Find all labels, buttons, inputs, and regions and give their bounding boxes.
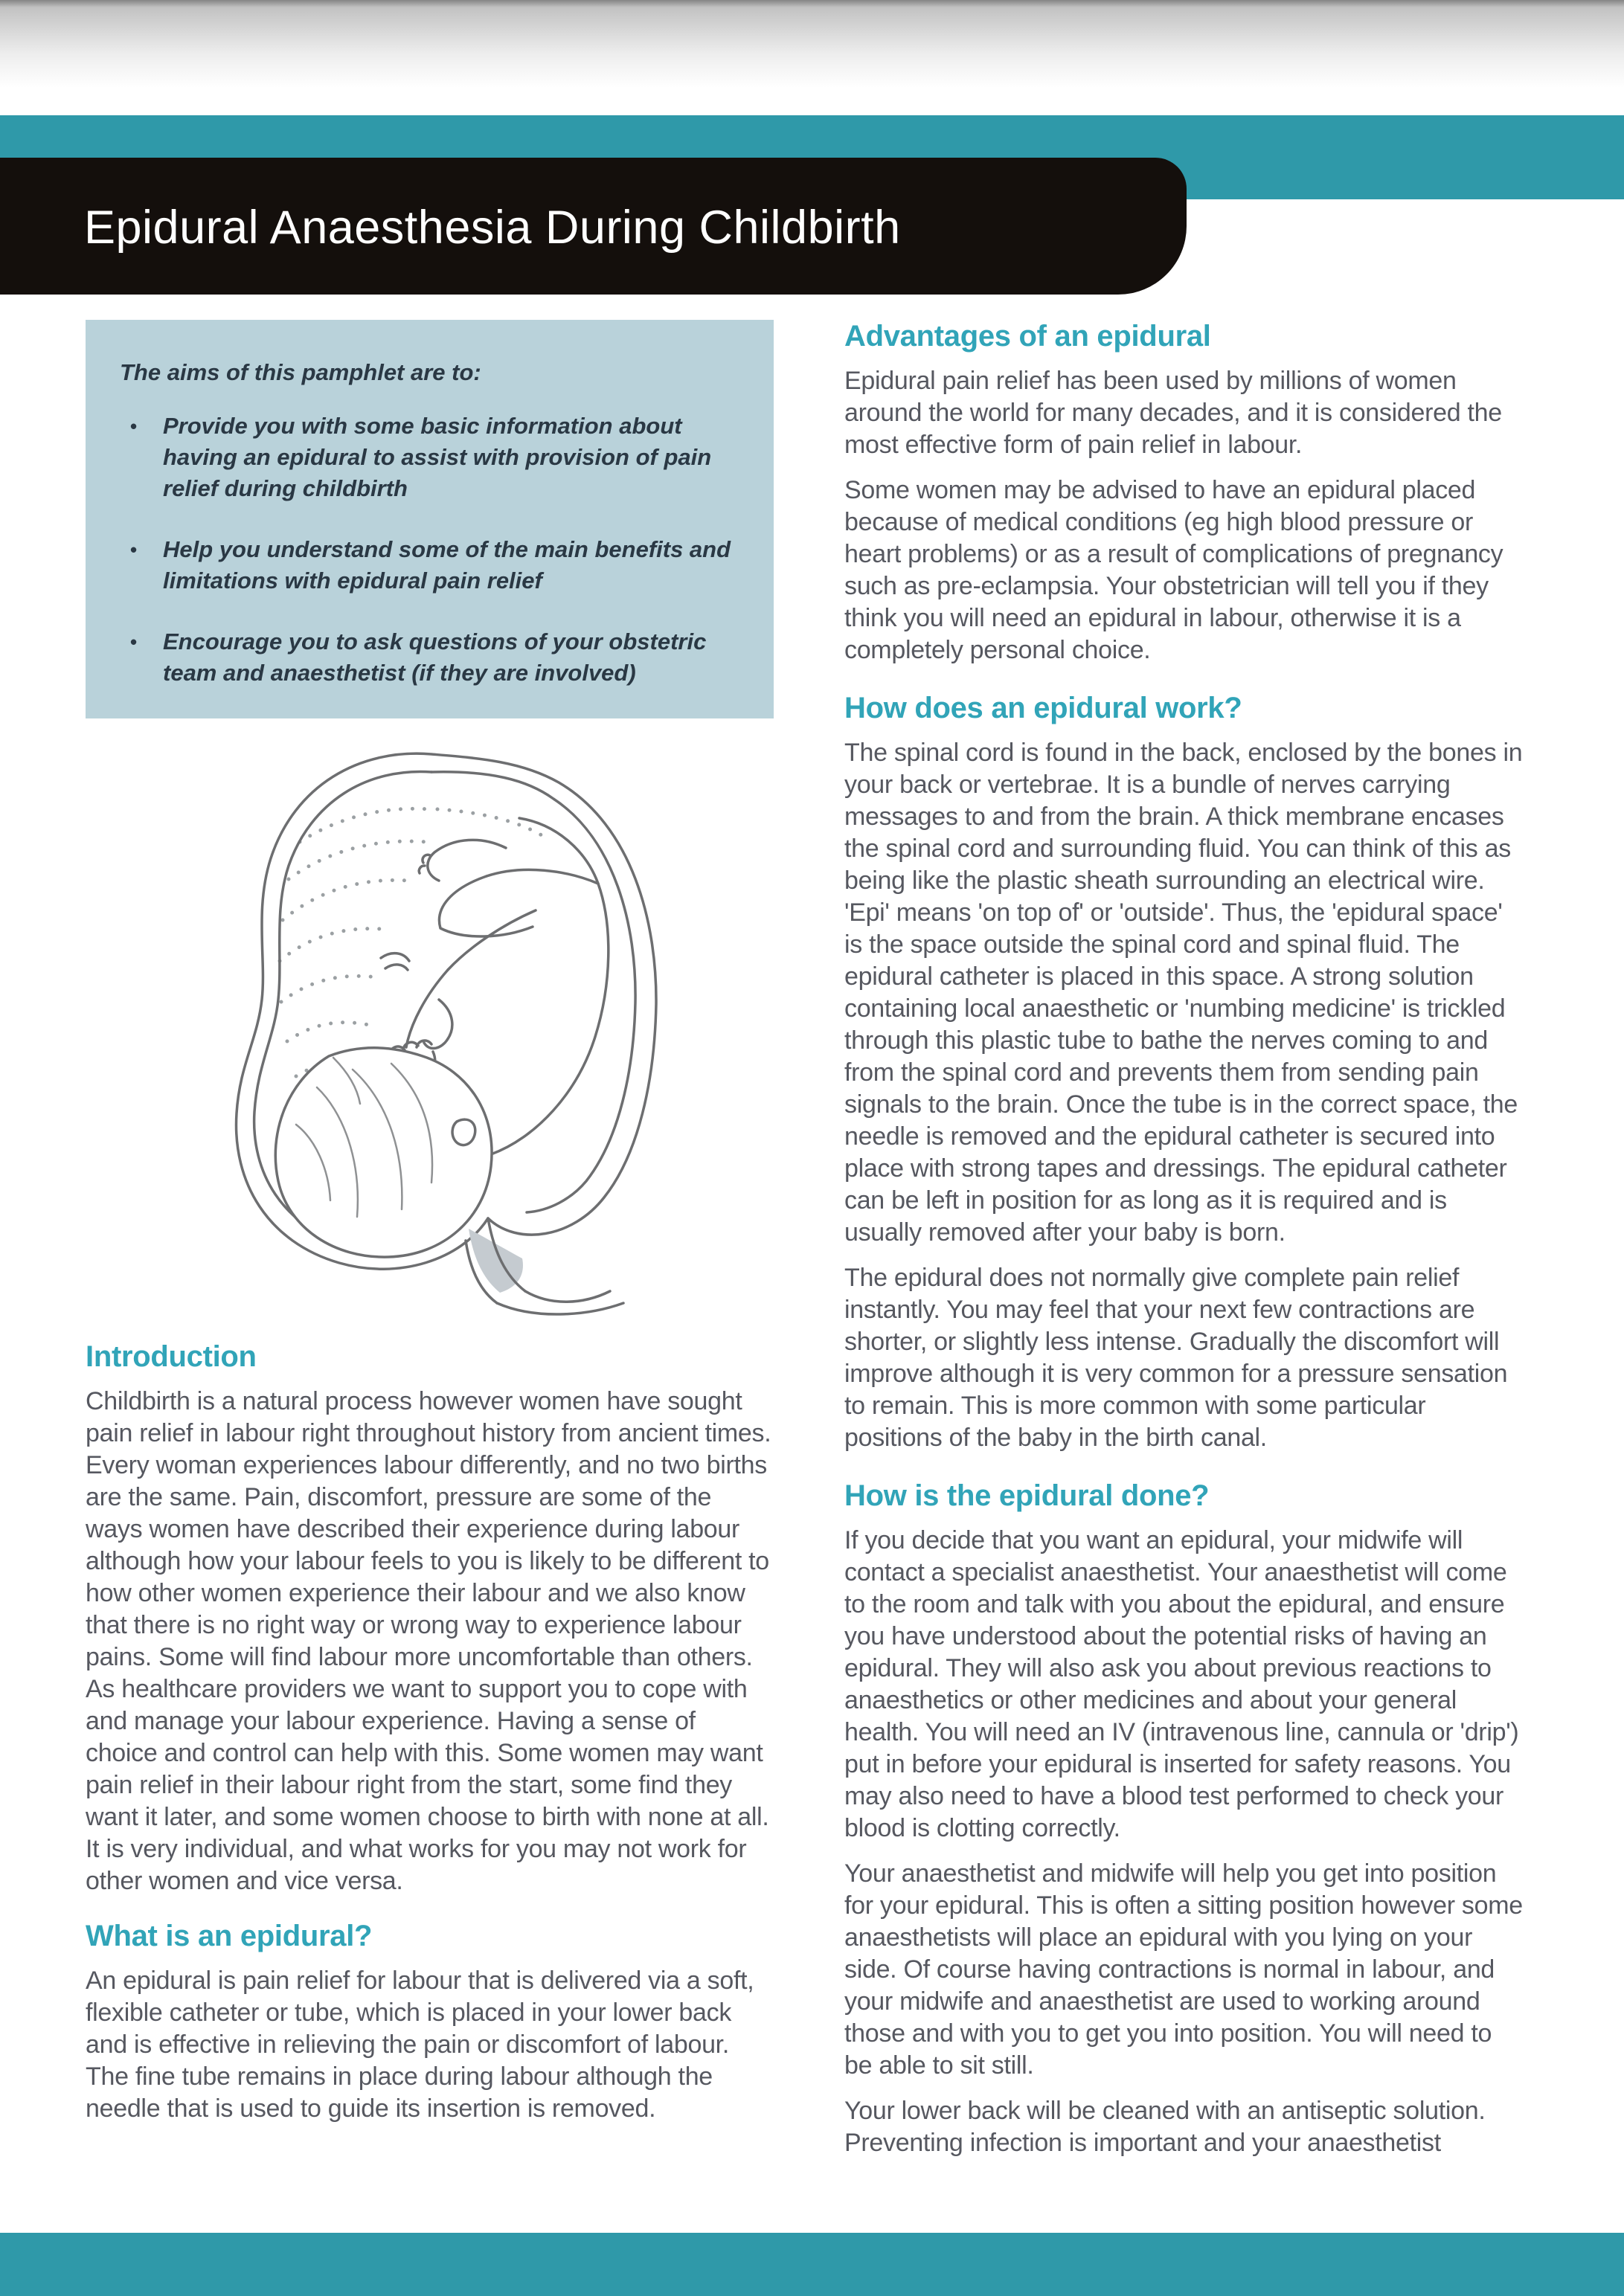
aims-lead-text: The aims of this pamphlet are to: xyxy=(120,359,481,385)
how-it-works-paragraph-2: The epidural does not normally give complete pain relief instantly. You may feel that your next few contractions are shorter, or slightly less intense. Gradually the discomfort will improve although it is very common for a pressure sensation to remain. This is more common with some particular positions of the baby in the birth canal. xyxy=(844,1264,1508,1452)
introduction-paragraph: Childbirth is a natural process however women have sought pain relief in labour right throughout history from ancient times. Every woman experiences labour differently, and no two births are the same. Pain, discomfort, pressure are some of the ways women have described their experience during labour although how your labour feels to you is likely to be different to how other women experience their labour and we also know that there is no right way or wrong way to experience labour pains. Some will find labour more uncomfortable than others. As healthcare providers we want to support you to cope with and manage your labour experience. Having a sense of choice and control can help with this. Some women may want pain relief in their labour right from the start, some find they want it later, and some women choose to birth with none at all. It is very individual, and what works for you may not work for other women and vice versa. xyxy=(86,1387,771,1895)
section-heading-how-is-it-done: How is the epidural done? xyxy=(844,1479,1210,1512)
bullet-icon: • xyxy=(130,415,138,437)
section-heading-what-is-an-epidural: What is an epidural? xyxy=(86,1920,373,1952)
aims-bullet-list xyxy=(120,411,738,689)
aims-box xyxy=(86,320,774,718)
section-heading-advantages: Advantages of an epidural xyxy=(844,320,1211,353)
aims-bullet-text: Help you understand some of the main benefits and limitations with epidural pain relief xyxy=(163,536,731,594)
bullet-icon: • xyxy=(130,538,138,561)
page-title: Epidural Anaesthesia During Childbirth xyxy=(84,202,901,254)
page-top-edge-gradient xyxy=(0,0,1624,89)
how-it-is-done-paragraph-1: If you decide that you want an epidural, your midwife will contact a specialist anaesthetist. Your anaesthetist will come to the room and talk with you about the epidural, and ensure you have understood about the potential risks of having an epidural. They will also ask you about previous reactions to anaesthetics or other medicines and about your general health. You will need an IV (intravenous line, cannula or 'drip') put in before your epidural is inserted for safety reasons. You may also need to have a blood test performed to check your blood is clotting correctly. xyxy=(844,1526,1519,1842)
right-column xyxy=(844,320,1525,2159)
aims-bullet-item xyxy=(120,534,738,596)
what-is-an-epidural-paragraph: An epidural is pain relief for labour that is delivered via a soft, flexible catheter or tube, which is placed in your lower back and is effective in relieving the pain or discomfort of labour. The fine tube remains in place during labour although the needle that is used to guide its insertion is removed. xyxy=(86,1967,754,2123)
aims-bullet-text: Provide you with some basic information about having an epidural to assist with provision of pain relief during childbirth xyxy=(163,413,712,501)
title-banner xyxy=(0,158,1187,295)
left-column xyxy=(86,320,774,2125)
aims-bullet-text: Encourage you to ask questions of your obstetric team and anaesthetist (if they are involved) xyxy=(163,628,707,686)
fetus-in-womb-illustration xyxy=(170,738,690,1318)
advantages-paragraph-1: Epidural pain relief has been used by millions of women around the world for many decades, and it is considered the most effective form of pain relief in labour. xyxy=(844,367,1502,459)
how-it-works-paragraph-1: The spinal cord is found in the back, enclosed by the bones in your back or vertebrae. It is a bundle of nerves carrying messages to and from the brain. A thick membrane encases the spinal cord and surrounding fluid. You can think of this as being like the plastic sheath surrounding an electrical wire. 'Epi' means 'on top of' or 'outside'. Thus, the 'epidural space' is the space outside the spinal cord and spinal fluid. The epidural catheter is placed in this space. A strong solution containing local anaesthetic or 'numbing medicine' is trickled through this plastic tube to bathe the nerves coming to and from the spinal cord and prevents them from sending pain signals to the brain. Once the tube is in the correct space, the needle is removed and the epidural catheter is secured into place with strong tapes and dressings. The epidural catheter can be left in position for as long as it is required and is usually removed after your baby is born. xyxy=(844,739,1523,1247)
footer-teal-stripe xyxy=(0,2233,1624,2296)
header-teal-stripe-right-block xyxy=(1157,115,1624,199)
section-heading-introduction: Introduction xyxy=(86,1340,257,1373)
how-it-is-done-paragraph-3: Your lower back will be cleaned with an antiseptic solution. Preventing infection is important and your anaesthetist xyxy=(844,2097,1486,2157)
bullet-icon: • xyxy=(130,631,138,653)
how-it-is-done-paragraph-2: Your anaesthetist and midwife will help you get into position for your epidural. This is often a sitting position however some anaesthetists will place an epidural with you lying on your side. Of course having contractions is normal in labour, and your midwife and anaesthetist are used to working around those and with you to get you into position. You will need to be able to sit still. xyxy=(844,1859,1523,2080)
aims-bullet-item xyxy=(120,626,738,689)
aims-bullet-item xyxy=(120,411,738,504)
advantages-paragraph-2: Some women may be advised to have an epidural placed because of medical conditions (eg high blood pressure or heart problems) or as a result of complications of pregnancy such as pre-eclampsia. Your obstetrician will tell you if they think you will need an epidural in labour, otherwise it is a completely personal choice. xyxy=(844,476,1503,664)
section-heading-how-does-it-work: How does an epidural work? xyxy=(844,692,1242,724)
